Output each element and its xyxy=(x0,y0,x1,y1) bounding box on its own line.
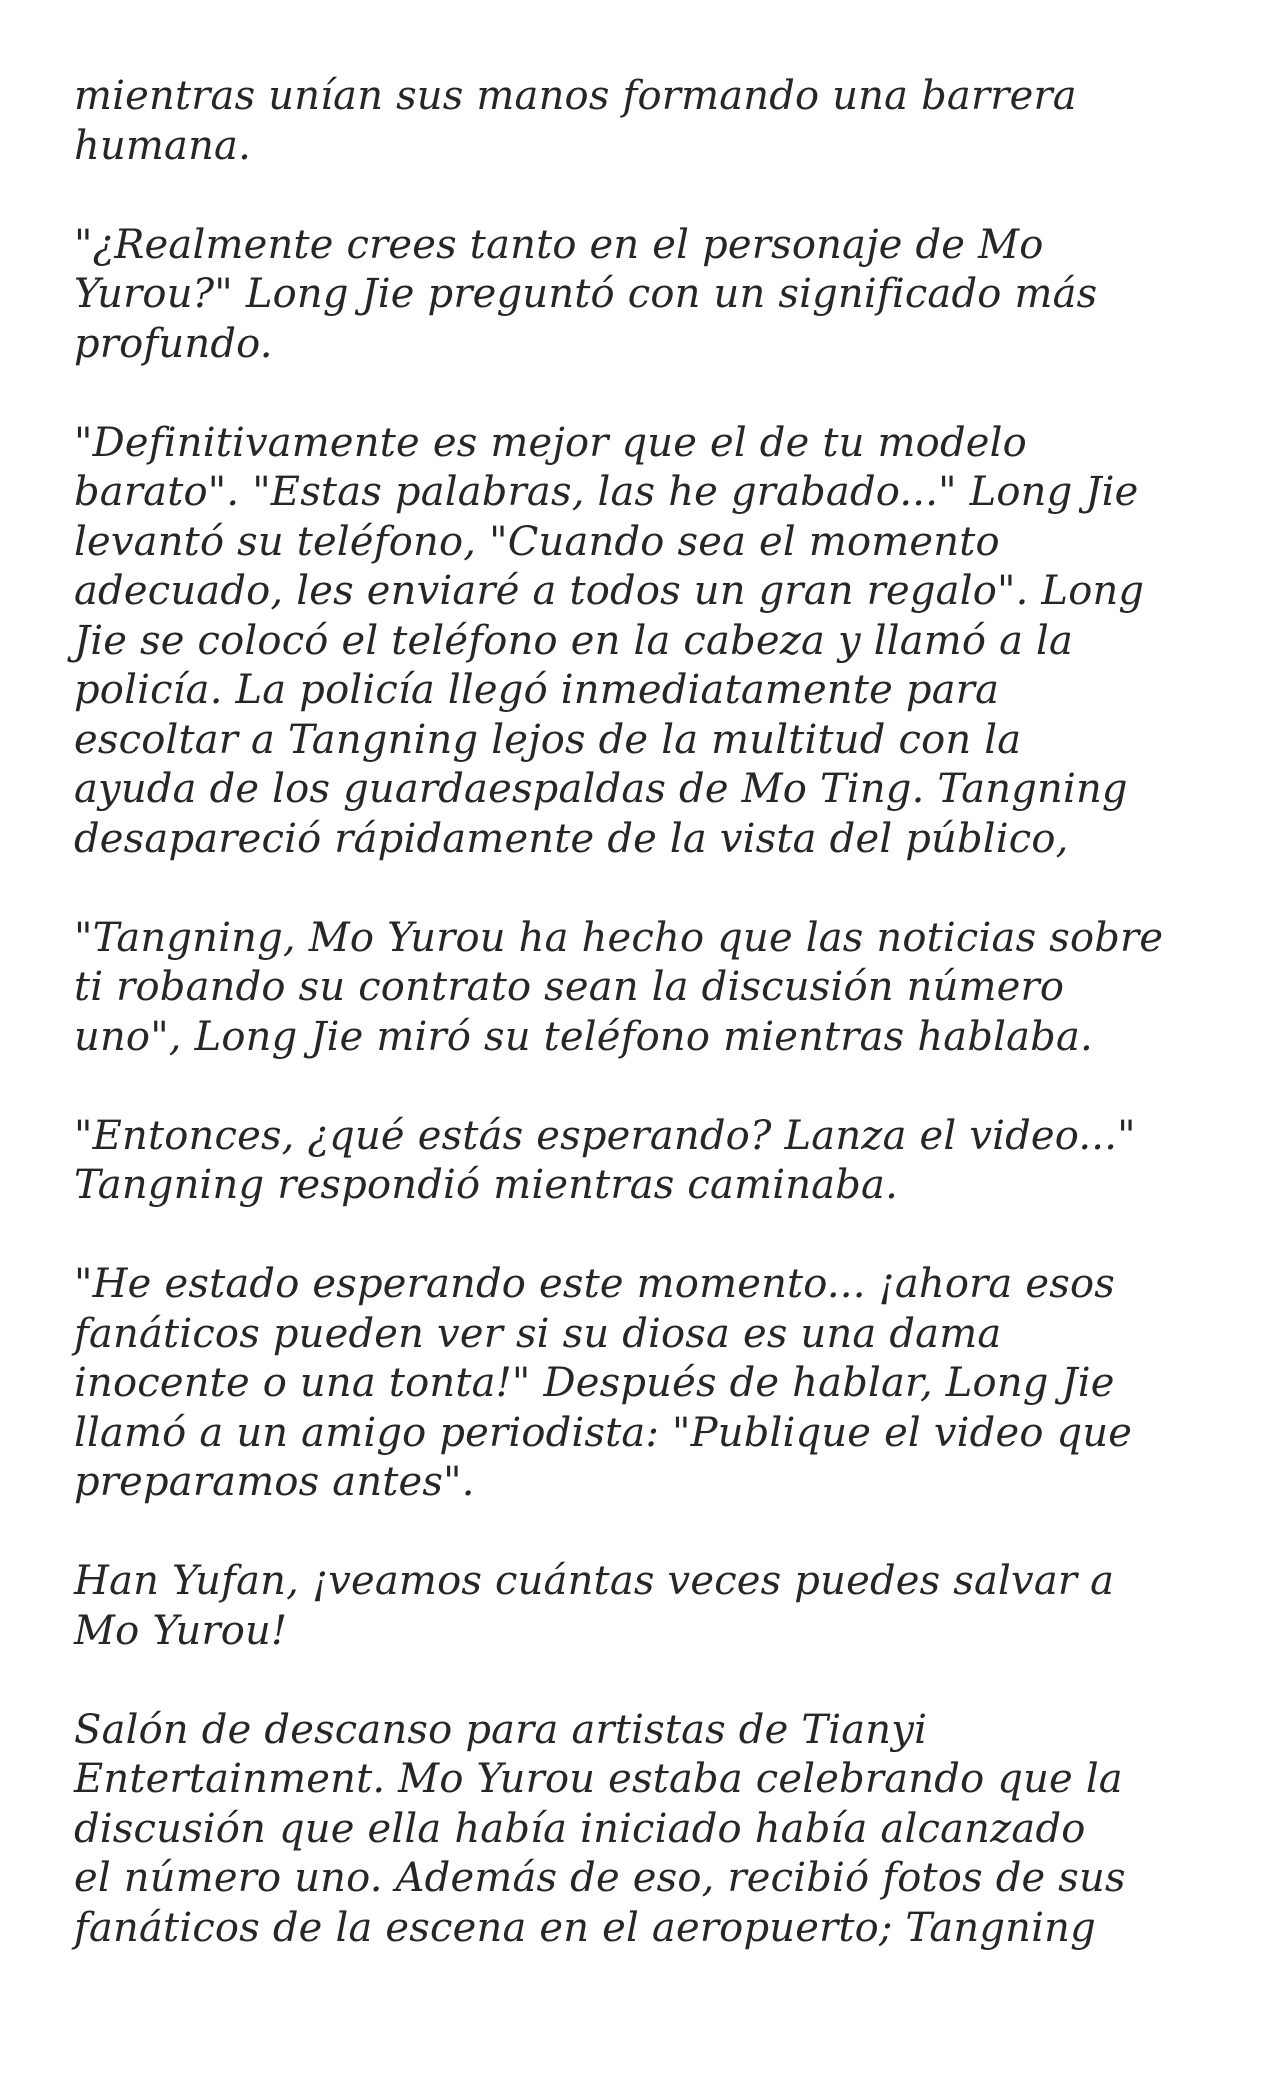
text-line: Han Yufan, ¡veamos cuántas veces puedes salvar a xyxy=(74,1558,1115,1604)
paragraph-6 xyxy=(74,1260,1224,1508)
text-line: escoltar a Tangning lejos de la multitud con la xyxy=(74,716,1022,763)
text-line: policía. La policía llegó inmediatamente para xyxy=(74,667,1000,713)
text-line: "Definitivamente es mejor que el de tu modelo xyxy=(74,419,1027,466)
text-line: preparamos antes". xyxy=(74,1459,475,1505)
text-line: adecuado, les enviaré a todos un gran regalo". Long xyxy=(74,568,1145,614)
paragraph-4 xyxy=(74,914,1224,1063)
text-line: ti robando su contrato sean la discusión número xyxy=(74,964,1065,1010)
text-line: llamó a un amigo periodista: "Publique el video que xyxy=(74,1409,1133,1456)
text-line: Jie se colocó el teléfono en la cabeza y llamó a la xyxy=(74,617,1074,664)
text-line: desapareció rápidamente de la vista del público, xyxy=(74,815,1069,862)
text-line: barato". "Estas palabras, las he grabado..." Long Jie xyxy=(74,469,1139,515)
text-line: fanáticos de la escena en el aeropuerto; Tangning xyxy=(74,1904,1096,1951)
text-line: Yurou?" Long Jie preguntó con un significado más xyxy=(74,271,1098,317)
paragraph-1 xyxy=(74,72,1224,171)
paragraph-7 xyxy=(74,1557,1224,1656)
text-line: Entertainment. Mo Yurou estaba celebrando que la xyxy=(74,1756,1123,1802)
text-line: Mo Yurou! xyxy=(74,1607,288,1654)
text-line: humana. xyxy=(74,122,252,169)
paragraph-3 xyxy=(74,419,1224,865)
text-line: "Tangning, Mo Yurou ha hecho que las noticias sobre xyxy=(74,914,1164,961)
paragraph-2 xyxy=(74,221,1224,370)
text-line: fanáticos pueden ver si su diosa es una dama xyxy=(74,1310,1002,1357)
text-line: "¿Realmente crees tanto en el personaje de Mo xyxy=(74,221,1044,268)
text-line: uno", Long Jie miró su teléfono mientras hablaba. xyxy=(74,1013,1093,1060)
document-page xyxy=(74,72,1224,2003)
text-line: mientras unían sus manos formando una barrera xyxy=(74,73,1077,119)
text-line: levantó su teléfono, "Cuando sea el momento xyxy=(74,518,1000,565)
text-line: profundo. xyxy=(74,320,273,367)
paragraph-5 xyxy=(74,1112,1224,1211)
paragraph-8 xyxy=(74,1706,1224,1954)
text-line: "He estado esperando este momento... ¡ahora esos xyxy=(74,1261,1116,1307)
text-line: ayuda de los guardaespaldas de Mo Ting. Tangning xyxy=(74,766,1128,812)
text-line: el número uno. Además de eso, recibió fotos de sus xyxy=(74,1855,1126,1901)
text-line: Tangning respondió mientras caminaba. xyxy=(74,1162,898,1208)
text-line: Salón de descanso para artistas de Tianyi xyxy=(74,1706,928,1753)
text-line: "Entonces, ¿qué estás esperando? Lanza el video..." xyxy=(74,1112,1136,1159)
text-line: inocente o una tonta!" Después de hablar, Long Jie xyxy=(74,1360,1115,1406)
text-line: discusión que ella había iniciado había alcanzado xyxy=(74,1805,1086,1852)
